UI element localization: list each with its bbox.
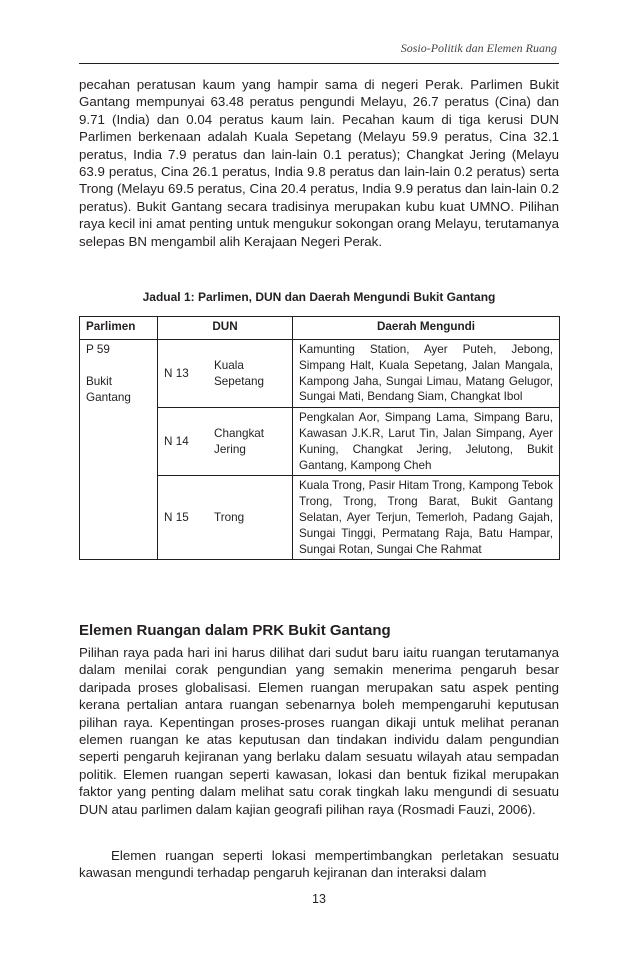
table-header-row	[80, 317, 560, 340]
voting-districts: Kamunting Station, Ayer Puteh, Jebong, Simpang Halt, Kuala Sepetang, Jalan Mangala, Kampong Jaha, Sungai Limau, Matang Gelugor, Sungai Mati, Bendang Siam, Changkat Ibol	[293, 340, 560, 408]
parlimen-cell	[80, 340, 158, 560]
dun-name: Changkat Jering	[208, 408, 293, 476]
constituency-table	[79, 316, 560, 560]
dun-code: N 13	[158, 340, 209, 408]
body-paragraph-3: Elemen ruangan seperti lokasi mempertimbangkan perletakan sesuatu kawasan mengundi terhadap pengaruh kejiranan dan interaksi dalam	[79, 848, 559, 881]
page-number: 13	[312, 892, 326, 906]
header-rule	[79, 63, 559, 64]
dun-name: Trong	[208, 476, 293, 560]
parlimen-name: Bukit Gantang	[86, 374, 131, 404]
table-row	[80, 340, 560, 408]
parlimen-code: P 59	[86, 343, 110, 356]
table-caption: Jadual 1: Parlimen, DUN dan Daerah Mengundi Bukit Gantang	[142, 290, 496, 304]
voting-districts: Pengkalan Aor, Simpang Lama, Simpang Baru, Kawasan J.K.R, Larut Tin, Jalan Simpang, Ayer Kuning, Changkat Jering, Jelutong, Bukit Gantang, Kampong Cheh	[293, 408, 560, 476]
voting-districts: Kuala Trong, Pasir Hitam Trong, Kampong Tebok Trong, Trong, Trong Barat, Bukit Gantang Selatan, Ayer Terjun, Temerloh, Padang Gajah, Sungai Tinggi, Permatang Raja, Batu Hampar, Sungai Rotan, Sungai Che Rahmat	[293, 476, 560, 560]
col-header-daerah: Daerah Mengundi	[293, 317, 560, 340]
body-paragraph-2: Pilihan raya pada hari ini harus dilihat dari sudut baru iaitu ruangan terutamanya dalam menilai corak pengundian yang semakin menerima pengaruh besar daripada proses globalisasi. Elemen ruangan merupakan satu aspek penting kerana pertalian antara ruangan sebenarnya boleh mempengaruhi keputusan pilihan raya. Kepentingan proses-proses ruangan dikaji untuk melihat peranan elemen ruangan ke atas keputusan dan tindakan individu dalam pengundian seperti pengaruh kejiranan yang berlaku dalam sesuatu wilayah atau sempadan politik. Elemen ruangan seperti kawasan, lokasi dan bentuk fizikal merupakan faktor yang penting dalam melihat satu corak tingkah laku mengundi di sesuatu DUN atau parlimen dalam kajian geografi pilihan raya (Rosmadi Fauzi, 2006).	[79, 645, 559, 817]
running-head: Sosio-Politik dan Elemen Ruang	[400, 41, 557, 55]
section-heading: Elemen Ruangan dalam PRK Bukit Gantang	[79, 622, 391, 639]
body-paragraph-1: pecahan peratusan kaum yang hampir sama di negeri Perak. Parlimen Bukit Gantang mempunyai 63.48 peratus pengundi Melayu, 26.7 peratus (Cina) dan 9.71 (India) dan 0.04 peratus kaum lain. Pecahan kaum di tiga kerusi DUN Parlimen berkenaan adalah Kuala Sepetang (Melayu 59.9 peratus, Cina 32.1 peratus, India 7.9 peratus dan lain-lain 0.1 peratus); Changkat Jering (Melayu 63.9 peratus, Cina 26.1 peratus, India 9.8 peratus dan lain-lain 0.2 peratus) serta Trong (Melayu 69.5 peratus, Cina 20.4 peratus, India 9.9 peratus dan lain-lain 0.2 peratus). Bukit Gantang secara tradisinya merupakan kubu kuat UMNO. Pilihan raya kecil ini amat penting untuk mengukur sokongan orang Melayu, terutamanya selepas BN mengambil alih Kerajaan Negeri Perak.	[79, 77, 559, 249]
dun-code: N 15	[158, 476, 209, 560]
col-header-dun: DUN	[158, 317, 293, 340]
dun-code: N 14	[158, 408, 209, 476]
col-header-parlimen: Parlimen	[80, 317, 158, 340]
dun-name: Kuala Sepetang	[208, 340, 293, 408]
